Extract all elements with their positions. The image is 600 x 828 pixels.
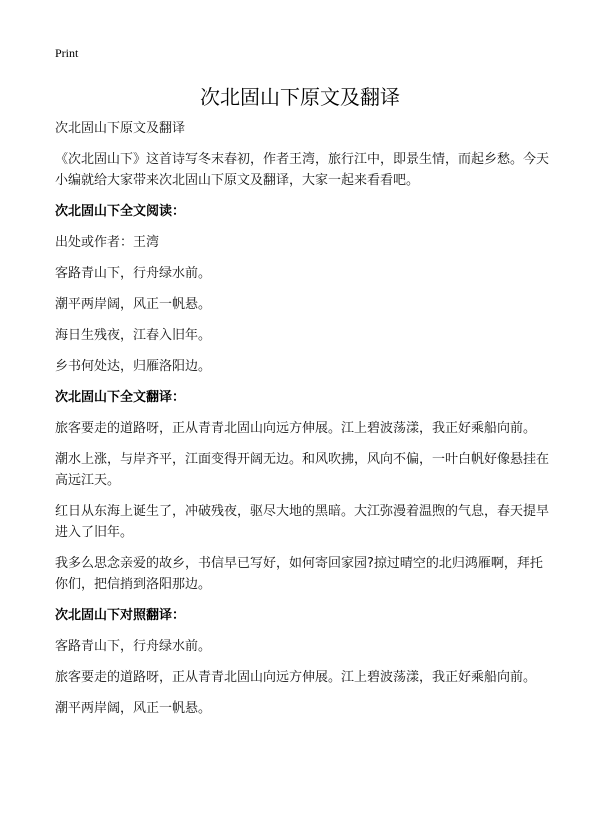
comparison-paragraph: 潮平两岸阔，风正一帆悬。 xyxy=(55,701,212,716)
article-subtitle: 次北固山下原文及翻译 xyxy=(55,121,186,136)
translation-paragraph: 红日从东海上诞生了，冲破残夜，驱尽大地的黑暗。大江弥漫着温煦的气息，春天提早进入了旧年。 xyxy=(55,504,550,540)
section-heading: 次北固山下对照翻译： xyxy=(55,608,186,623)
poem-line: 海日生残夜，江春入旧年。 xyxy=(55,328,212,343)
poem-line: 潮平两岸阔，风正一帆悬。 xyxy=(55,297,212,312)
poem-line: 乡书何处达，归雁洛阳边。 xyxy=(55,359,212,374)
comparison-paragraph: 客路青山下，行舟绿水前。 xyxy=(55,639,212,654)
page-title: 次北固山下原文及翻译 xyxy=(200,85,400,109)
section-heading: 次北固山下全文翻译： xyxy=(55,390,186,405)
translation-paragraph: 我多么思念亲爱的故乡，书信早已写好，如何寄回家园?掠过晴空的北归鸿雁啊，拜托你们，把信捎到洛阳那边。 xyxy=(55,556,543,592)
section-comparison xyxy=(55,605,550,719)
section-full-text xyxy=(55,201,550,377)
section-heading: 次北固山下全文阅读： xyxy=(55,204,186,219)
poem-line: 出处或作者：王湾 xyxy=(55,235,160,250)
article-body xyxy=(55,118,550,729)
poem-line: 客路青山下，行舟绿水前。 xyxy=(55,266,212,281)
section-translation xyxy=(55,387,550,595)
article-intro: 《次北固山下》这首诗写冬末春初，作者王湾，旅行江中，即景生情，而起乡愁。今天小编就给大家带来次北固山下原文及翻译，大家一起来看看吧。 xyxy=(55,152,550,188)
translation-paragraph: 潮水上涨，与岸齐平，江面变得开阔无边。和风吹拂，风向不偏，一叶白帆好像悬挂在高远江天。 xyxy=(55,452,550,488)
print-link[interactable]: Print xyxy=(55,46,79,60)
comparison-paragraph: 旅客要走的道路呀，正从青青北固山向远方伸展。江上碧波荡漾，我正好乘船向前。 xyxy=(55,670,537,685)
translation-paragraph: 旅客要走的道路呀，正从青青北固山向远方伸展。江上碧波荡漾，我正好乘船向前。 xyxy=(55,421,537,436)
